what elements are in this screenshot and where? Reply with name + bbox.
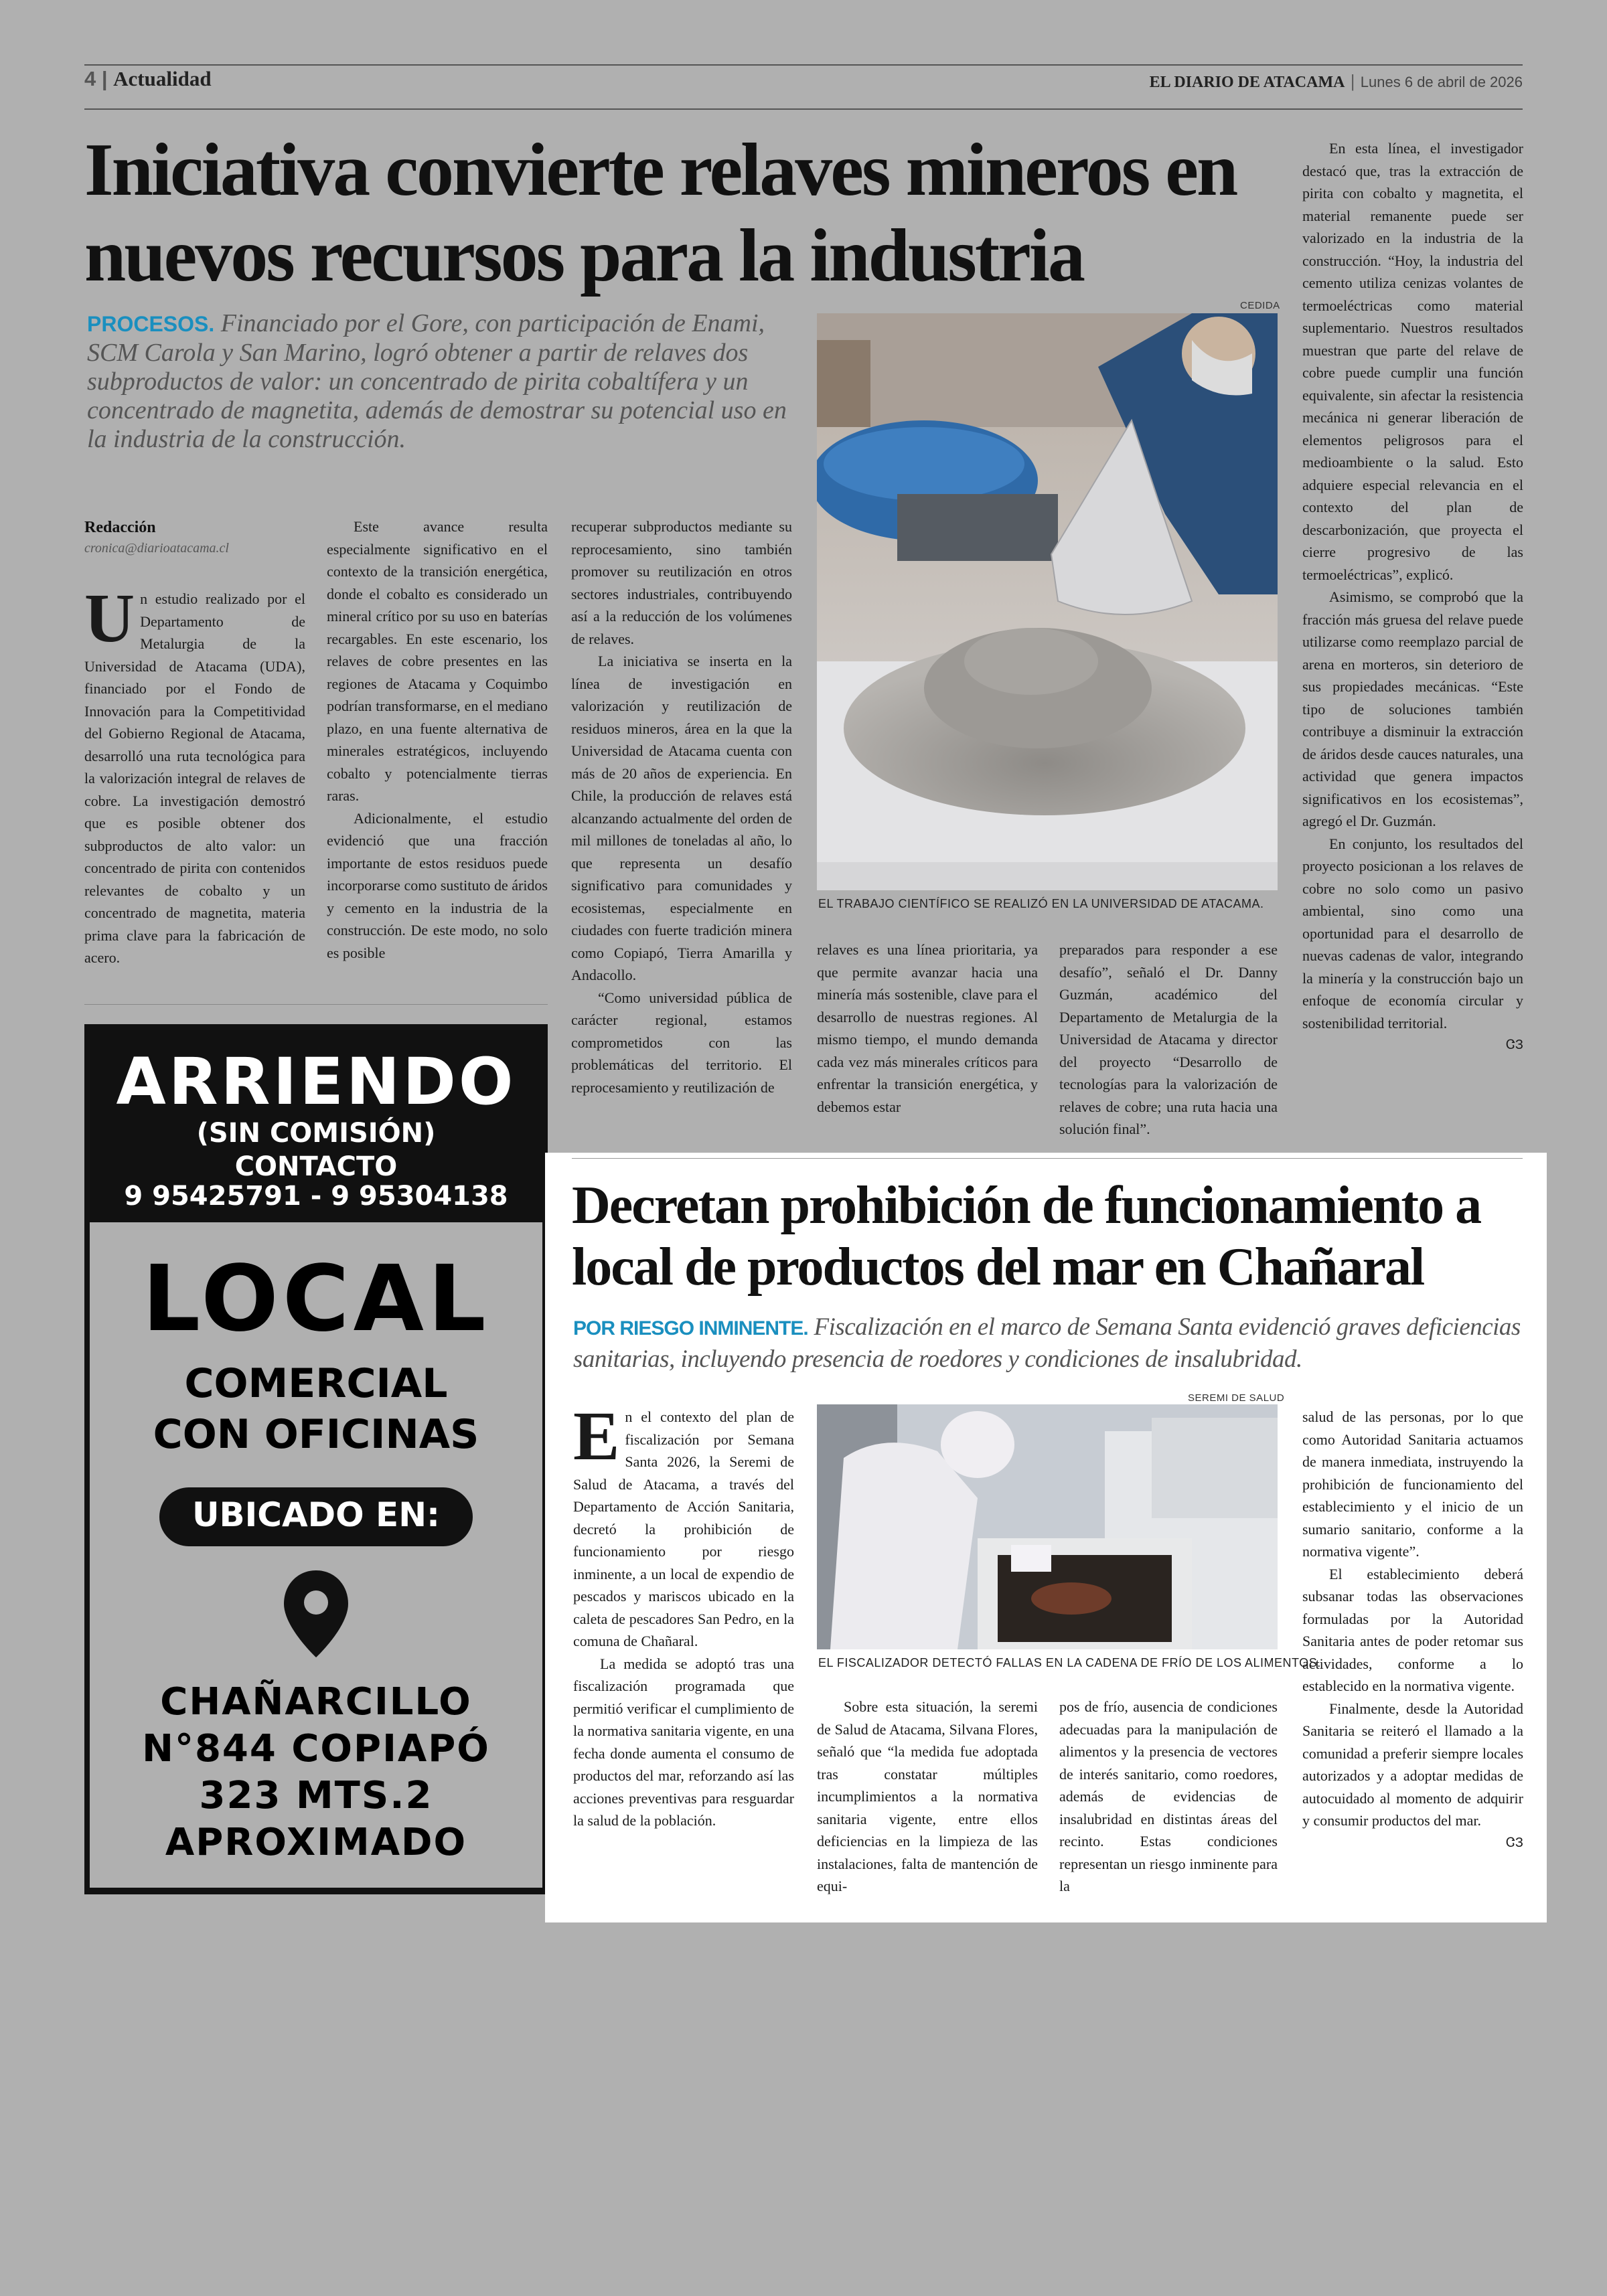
ad-address-street: CHAÑARCILLO bbox=[160, 1680, 472, 1724]
article1-paragraph: Adicionalmente, el estudio evidenció que una fracción importante de estos residuos puede incorporarse como sustituto de áridos y cemento en la industria de la construcción. De este modo, no solo es posible bbox=[327, 809, 548, 961]
ad-contact-label: CONTACTO bbox=[234, 1151, 398, 1182]
ad-local: LOCAL bbox=[142, 1246, 490, 1352]
header-bottom-rule bbox=[84, 108, 1523, 110]
article2-photo-caption: EL FISCALIZADOR DETECTÓ FALLAS EN LA CADENA DE FRÍO DE LOS ALIMENTOS. bbox=[818, 1656, 1321, 1669]
article2-column-3 bbox=[1059, 1696, 1278, 1898]
article1-paragraph: preparados para responder a ese desafío”, señaló el Dr. Danny Guzmán, académico del Departamento de Metalurgia de la Universidad de Atacama y director del proyecto “Desarrollo de tecnologías para la valorización de relaves de cobre; una ruta hacia una solución final”. bbox=[1059, 941, 1278, 1137]
ad-address-number: N°844 COPIAPÓ bbox=[142, 1727, 490, 1771]
ad-phone-numbers: 9 95425791 - 9 95304138 bbox=[124, 1181, 508, 1212]
article1-email: cronica@diarioatacama.cl bbox=[84, 541, 229, 556]
page-folio: 4 | Actualidad bbox=[84, 67, 212, 90]
article2-end-mark: ᏣЗ bbox=[1506, 1835, 1523, 1850]
article2-paragraph: El establecimiento deberá subsanar todas las observaciones formuladas por la Autoridad Sanitaria antes de poder retomar sus actividades, conforme a lo establecido en la normativa vigente. bbox=[1302, 1565, 1523, 1694]
article1-paragraph: En conjunto, los resultados del proyecto posicionan a los relaves de cobre no solo como un pasivo ambiental, sino como una oportunidad para el desarrollo de nuevas cadenas de valor, integrando la minería y la construcción bajo un enfoque de economía circular y sostenibilidad territorial. bbox=[1302, 835, 1523, 1032]
article1-column-2 bbox=[327, 515, 548, 964]
article2-paragraph: Sobre esta situación, la seremi de Salud de Atacama, Silvana Flores, señaló que “la medida fue adoptada tras constatar múltiples incumplimientos a la normativa sanitaria vigente, entre ellos deficiencias en la limpieza de las instalaciones, falta de mantención de equi- bbox=[817, 1698, 1038, 1894]
article1-paragraph: Asimismo, se comprobó que la fracción más gruesa del relave puede utilizarse como reemplazo parcial de arena en morteros, sin deterioro de sus propiedades mecánicas. “Este tipo de soluciones también contribuye a disminuir la extracción de áridos desde cauces naturales, una actividad que genera impactos significativos en los ecosistemas”, agregó el Dr. Guzmán. bbox=[1302, 588, 1523, 829]
article1-photo-caption: EL TRABAJO CIENTÍFICO SE REALIZÓ EN LA UNIVERSIDAD DE ATACAMA. bbox=[818, 897, 1264, 910]
article1-column-4 bbox=[817, 938, 1038, 1118]
article2-kicker: POR RIESGO INMINENTE. bbox=[573, 1317, 808, 1339]
article2-deck bbox=[573, 1312, 1524, 1375]
article1-column-6 bbox=[1302, 137, 1523, 1057]
article1-paragraph: “Como universidad pública de carácter regional, estamos comprometidos con las problemáticas del territorio. El reprocesamiento y reutilización de bbox=[571, 989, 792, 1096]
article1-end-mark: ᏣЗ bbox=[1506, 1038, 1523, 1052]
ad-title: ARRIENDO bbox=[116, 1044, 516, 1119]
article2-headline: Decretan prohibición de funcionamiento a local de productos del mar en Chañaral bbox=[572, 1176, 1481, 1297]
article2-paragraph: pos de frío, ausencia de condiciones adecuadas para la manipulación de alimentos y la presencia de vectores de interés sanitario, como roedores, además de evidencias de insalubridad en distintas áreas del recinto. Estas condiciones representan un riesgo inminente para la bbox=[1059, 1698, 1278, 1894]
article2-paragraph: Finalmente, desde la Autoridad Sanitaria se reiteró el llamado a la comunidad a preferir siempre locales autorizados y a adoptar medidas de autocuidado al momento de adquirir y consumir productos del mar. bbox=[1302, 1700, 1523, 1829]
article1-column-5 bbox=[1059, 938, 1278, 1141]
ad-comercial: COMERCIAL bbox=[184, 1360, 448, 1407]
article1-column-1 bbox=[84, 580, 305, 969]
issue-date: Lunes 6 de abril de 2026 bbox=[1360, 74, 1523, 90]
article2-column-2 bbox=[817, 1696, 1038, 1898]
ad-approx: APROXIMADO bbox=[165, 1821, 467, 1864]
article2-paragraph: La medida se adoptó tras una fiscalización programada que permitió verificar el cumplimiento de la normativa sanitaria vigente, en una fecha donde aumenta el consumo de productos del mar, reforzando así las acciones preventivas para resguardar la salud de la población. bbox=[573, 1655, 794, 1829]
article2-photo bbox=[817, 1404, 1278, 1649]
article1-byline: Redacción bbox=[84, 519, 156, 536]
article2-paragraph: n el contexto del plan de fiscalización por Semana Santa 2026, la Seremi de Salud de Atacama, a través del Departamento de Acción Sanitaria, decretó la prohibición de funcionamiento por riesgo inminente, a un local de expendio de pescados y mariscos ubicado en la caleta de pescadores San Pedro, en la comuna de Chañaral. bbox=[573, 1408, 794, 1649]
section-name: Actualidad bbox=[113, 67, 212, 90]
article1-ad-divider bbox=[84, 1004, 548, 1005]
article1-paragraph: relaves es una línea prioritaria, ya que permite avanzar hacia una minería más sostenible, clave para el desarrollo de nuestras regiones. Al mismo tiempo, el mundo demanda cada vez más minerales críticos para enfrentar la transición energética, y debemos estar bbox=[817, 941, 1038, 1115]
article1-paragraph: Este avance resulta especialmente significativo en el contexto de la transición energética, donde el cobalto es considerado un mineral crítico por su uso en baterías recargables. En este escenario, los relaves de cobre presentes en las regiones de Atacama y Coquimbo podrían transformarse, en el mediano plazo, en una fuente alternativa de minerales estratégicos, incluyendo cobalto y potencialmente tierras raras. bbox=[327, 518, 548, 804]
article1-column-3 bbox=[571, 515, 792, 1098]
ad-subtitle: (SIN COMISIÓN) bbox=[196, 1118, 436, 1149]
article2-column-4 bbox=[1302, 1406, 1523, 1854]
newspaper-name: EL DIARIO DE ATACAMA bbox=[1149, 74, 1345, 91]
article1-kicker: PROCESOS. bbox=[87, 312, 215, 336]
article1-paragraph: En esta línea, el investigador destacó que, tras la extracción de pirita con cobalto y magnetita, el material remanente puede ser valorizado en la industria de la construcción. “Hoy, la industria del cemento utiliza cenizas volantes de termoeléctricas como material suplementario. Nuestros resultados muestran que parte del relave de cobre puede cumplir una función equivalente, sin afectar la resistencia mecánica ni generar liberación de elementos peligrosos para el medioambiente o la salud. Esto adquiere especial relevancia en el contexto del plan de descarbonización, que proyecta el cierre progresivo de las termoeléctricas”, explicó. bbox=[1302, 140, 1523, 583]
page-number: 4 bbox=[84, 67, 96, 90]
masthead-info: EL DIARIO DE ATACAMA | Lunes 6 de abril de 2026 bbox=[1149, 72, 1523, 91]
article1-deck bbox=[87, 309, 797, 454]
ad-oficinas: CON OFICINAS bbox=[153, 1411, 479, 1458]
article2-top-rule bbox=[572, 1158, 1523, 1159]
article1-photo-credit: CEDIDA bbox=[1240, 300, 1280, 311]
header-top-rule bbox=[84, 64, 1523, 66]
ad-inner-panel bbox=[90, 1222, 542, 1888]
map-pin-icon bbox=[283, 1570, 350, 1657]
article2-column-1 bbox=[573, 1398, 794, 1832]
ad-location-badge bbox=[159, 1487, 473, 1546]
article1-dropcap: U bbox=[84, 580, 135, 657]
ad-badge-text: UBICADO EN: bbox=[192, 1495, 441, 1534]
article1-paragraph: recuperar subproductos mediante su reprocesamiento, sino también promover su reutilización en otros sectores industriales, contribuyendo así a la reducción de los volúmenes de relaves. bbox=[571, 518, 792, 647]
article2-summary: Fiscalización en el marco de Semana Santa evidenció graves deficiencias sanitarias, incluyendo presencia de roedores y condiciones de insalubridad. bbox=[573, 1313, 1521, 1373]
article2-paragraph: salud de las personas, por lo que como Autoridad Sanitaria actuamos de manera inmediata, instruyendo la prohibición de funcionamiento del establecimiento y el inicio de un sumario sanitario, conforme a la normativa vigente”. bbox=[1302, 1408, 1523, 1560]
article2-dropcap: E bbox=[573, 1398, 620, 1475]
article1-summary: Financiado por el Gore, con participación de Enami, SCM Carola y San Marino, logró obtener a partir de relaves dos subproductos de valor: un concentrado de pirita cobaltífera y un concentrado de magnetita, además de demostrar su potencial uso en la industria de la construcción. bbox=[87, 309, 787, 453]
article1-headline: Iniciativa convierte relaves mineros en nuevos recursos para la industria bbox=[84, 129, 1237, 297]
article1-photo bbox=[817, 313, 1278, 890]
article1-paragraph: n estudio realizado por el Departamento de Metalurgia de la Universidad de Atacama (UDA), financiado por el Fondo de Innovación para la Competitividad del Gobierno Regional de Atacama, desarrolló una ruta tecnológica para la valorización integral de relaves de cobre. La investigación demostró que es posible obtener dos subproductos de alto valor: un concentrado de pirita con contenidos relevantes de cobalto y un concentrado de magnetita, materia prima clave para la fabricación de acero. bbox=[84, 590, 305, 966]
article1-paragraph: La iniciativa se inserta en la línea de investigación en valorización y reutilización de residuos mineros, área en la que la Universidad de Atacama cuenta con más de 20 años de experiencia. En Chile, la producción de relaves está alcanzando actualmente del orden de mil millones de toneladas al año, lo que representa un desafío significativo para comunidades y ecosistemas, especialmente en ciudades con fuerte tradición minera como Copiapó, Tierra Amarilla y Andacollo. bbox=[571, 653, 792, 983]
ad-area: 323 MTS.2 bbox=[199, 1774, 433, 1817]
classified-ad bbox=[84, 1024, 548, 1894]
article2-photo-credit: SEREMI DE SALUD bbox=[1188, 1392, 1285, 1404]
